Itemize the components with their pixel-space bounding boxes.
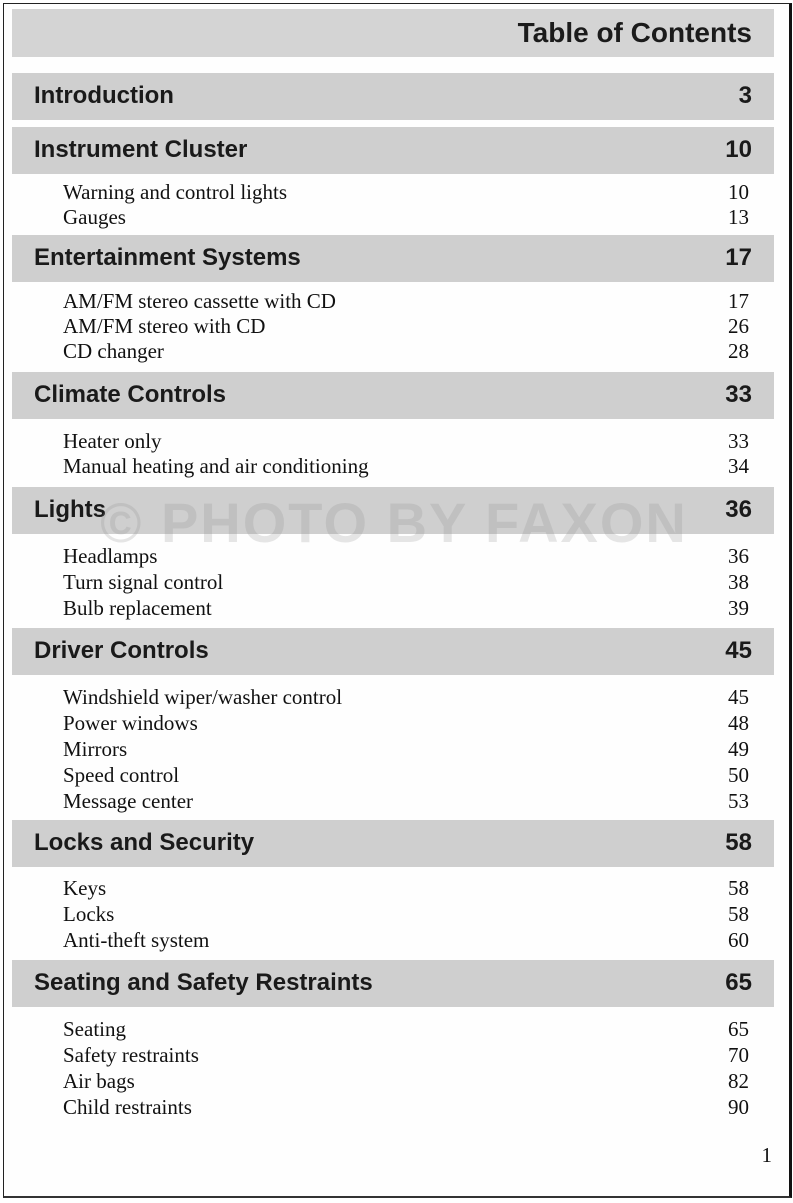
section-introduction[interactable]: [12, 73, 774, 120]
entry-label: Child restraints: [63, 1095, 192, 1119]
entry-label: CD changer: [63, 339, 164, 363]
entry-page-number: 38: [728, 570, 749, 594]
entry-label: Seating: [63, 1017, 126, 1041]
entry-page-number: 13: [728, 205, 749, 229]
section-seating-safety[interactable]: [12, 960, 774, 1007]
entry-label: Turn signal control: [63, 570, 224, 594]
toc-entry-cassette-cd[interactable]: [63, 289, 749, 315]
toc-entry-heater-only[interactable]: [63, 429, 749, 455]
toc-entry-bulb-replacement[interactable]: [63, 596, 749, 622]
section-page-number: 36: [725, 496, 752, 523]
manual-page: [3, 3, 792, 1198]
entry-page-number: 26: [728, 314, 749, 338]
toc-entry-keys[interactable]: [63, 876, 749, 902]
toc-entry-cd-changer[interactable]: [63, 339, 749, 365]
section-label: Lights: [34, 496, 106, 523]
entry-label: Bulb replacement: [63, 596, 212, 620]
toc-entry-manual-heating-ac[interactable]: [63, 454, 749, 480]
entry-page-number: 48: [728, 711, 749, 735]
entry-page-number: 70: [728, 1043, 749, 1067]
toc-entry-turn-signal[interactable]: [63, 570, 749, 596]
entry-page-number: 65: [728, 1017, 749, 1041]
entry-label: AM/FM stereo cassette with CD: [63, 289, 336, 313]
section-driver-controls[interactable]: [12, 628, 774, 675]
entry-page-number: 49: [728, 737, 749, 761]
section-label: Introduction: [34, 82, 174, 109]
entry-label: Mirrors: [63, 737, 128, 761]
toc-entry-locks[interactable]: [63, 902, 749, 928]
toc-entry-speed-control[interactable]: [63, 763, 749, 789]
entry-page-number: 60: [728, 928, 749, 952]
entry-label: Message center: [63, 789, 194, 813]
entry-page-number: 50: [728, 763, 749, 787]
entry-page-number: 58: [728, 902, 749, 926]
entry-page-number: 10: [728, 180, 749, 204]
entry-label: Safety restraints: [63, 1043, 199, 1067]
entry-label: Windshield wiper/washer control: [63, 685, 343, 709]
section-label: Driver Controls: [34, 637, 209, 664]
entry-page-number: 28: [728, 339, 749, 363]
toc-entry-mirrors[interactable]: [63, 737, 749, 763]
toc-entry-safety-restraints[interactable]: [63, 1043, 749, 1069]
section-label: Instrument Cluster: [34, 136, 248, 163]
entry-page-number: 17: [728, 289, 749, 313]
toc-entry-power-windows[interactable]: [63, 711, 749, 737]
entry-page-number: 45: [728, 685, 749, 709]
section-page-number: 17: [725, 244, 752, 271]
entry-page-number: 53: [728, 789, 749, 813]
toc-entry-stereo-cd[interactable]: [63, 314, 749, 340]
toc-entry-seating[interactable]: [63, 1017, 749, 1043]
entry-label: Manual heating and air conditioning: [63, 454, 369, 478]
section-page-number: 33: [725, 381, 752, 408]
section-page-number: 10: [725, 136, 752, 163]
entry-page-number: 39: [728, 596, 749, 620]
entry-page-number: 90: [728, 1095, 749, 1119]
entry-label: Warning and control lights: [63, 180, 288, 204]
entry-page-number: 33: [728, 429, 749, 453]
entry-label: Anti-theft system: [63, 928, 210, 952]
toc-entry-child-restraints[interactable]: [63, 1095, 749, 1121]
section-label: Locks and Security: [34, 829, 255, 856]
toc-entry-warning-lights[interactable]: [63, 180, 749, 206]
section-page-number: 58: [725, 829, 752, 856]
toc-entry-air-bags[interactable]: [63, 1069, 749, 1095]
entry-label: Power windows: [63, 711, 198, 735]
entry-page-number: 82: [728, 1069, 749, 1093]
section-climate-controls[interactable]: [12, 372, 774, 419]
toc-entry-gauges[interactable]: [63, 205, 749, 231]
toc-entry-anti-theft[interactable]: [63, 928, 749, 954]
title-bar: [12, 9, 774, 57]
entry-label: Gauges: [63, 205, 126, 229]
page-number: 1: [761, 1143, 772, 1167]
entry-label: Headlamps: [63, 544, 158, 568]
toc-entry-message-center[interactable]: [63, 789, 749, 815]
section-page-number: 45: [725, 637, 752, 664]
page-title: Table of Contents: [517, 17, 752, 48]
photo-watermark: © PHOTO BY FAXON: [100, 491, 688, 554]
section-label: Entertainment Systems: [34, 244, 301, 271]
section-label: Seating and Safety Restraints: [34, 969, 373, 996]
toc-entry-headlamps[interactable]: [63, 544, 749, 570]
entry-page-number: 34: [728, 454, 749, 478]
entry-label: Locks: [63, 902, 115, 926]
entry-page-number: 36: [728, 544, 749, 568]
section-page-number: 65: [725, 969, 752, 996]
section-lights[interactable]: [12, 487, 774, 534]
entry-label: Keys: [63, 876, 107, 900]
section-entertainment-systems[interactable]: [12, 235, 774, 282]
entry-label: Speed control: [63, 763, 180, 787]
section-instrument-cluster[interactable]: [12, 127, 774, 174]
entry-page-number: 58: [728, 876, 749, 900]
section-locks-security[interactable]: [12, 820, 774, 867]
entry-label: Heater only: [63, 429, 162, 453]
entry-label: Air bags: [63, 1069, 135, 1093]
entry-label: AM/FM stereo with CD: [63, 314, 266, 338]
section-label: Climate Controls: [34, 381, 227, 408]
section-page-number: 3: [738, 82, 752, 109]
toc-entry-wiper-washer[interactable]: [63, 685, 749, 711]
